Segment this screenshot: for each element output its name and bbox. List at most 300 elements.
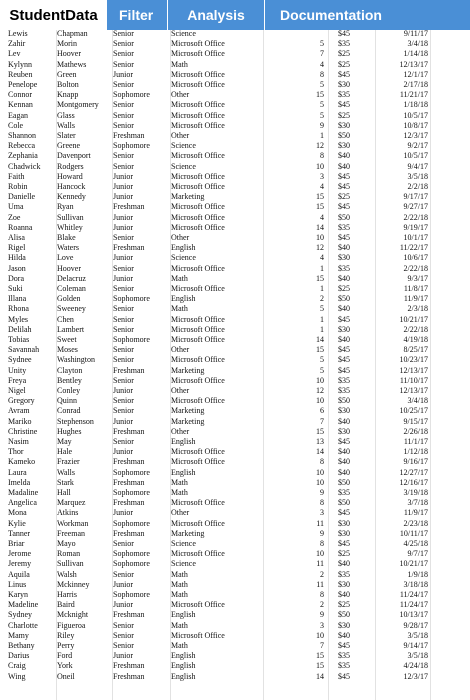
year-cell: Freshman <box>113 365 145 375</box>
date-cell: 8/25/17 <box>403 345 428 355</box>
last-name-cell: Freeman <box>57 528 85 538</box>
table-row[interactable] <box>0 600 470 610</box>
interest-cell: Science <box>171 559 196 569</box>
table-row[interactable] <box>0 661 470 671</box>
year-cell: Senior <box>113 406 134 416</box>
table-row[interactable] <box>0 549 470 559</box>
year-cell: Freshman <box>113 528 145 538</box>
last-name-cell: Quinn <box>57 396 77 406</box>
first-name-cell: Delilah <box>8 324 32 334</box>
hours-cell: 10 <box>316 161 324 171</box>
table-row[interactable] <box>0 376 470 386</box>
hours-cell: 2 <box>320 294 324 304</box>
date-cell: 11/21/17 <box>399 90 428 100</box>
hours-cell: 10 <box>316 549 324 559</box>
table-row[interactable] <box>0 406 470 416</box>
table-row[interactable] <box>0 49 470 59</box>
last-name-cell: Roman <box>57 549 81 559</box>
table-row[interactable] <box>0 559 470 569</box>
year-cell: Junior <box>113 386 133 395</box>
date-cell: 2/22/18 <box>403 324 428 334</box>
year-cell: Senior <box>113 314 134 324</box>
year-cell: Senior <box>113 30 134 38</box>
date-cell: 2/3/18 <box>407 304 428 314</box>
table-row[interactable] <box>0 253 470 263</box>
year-cell: Senior <box>113 59 134 69</box>
table-row[interactable] <box>0 641 470 651</box>
interest-cell: Microsoft Office <box>171 314 225 324</box>
fee-cell: $25 <box>338 549 350 559</box>
fee-cell: $40 <box>338 447 350 457</box>
fee-cell: $45 <box>338 69 350 79</box>
hours-cell: 10 <box>316 477 324 487</box>
hours-cell: 9 <box>320 610 324 620</box>
hours-cell: 9 <box>320 120 324 130</box>
fee-cell: $50 <box>338 131 350 140</box>
interest-cell: English <box>171 467 196 477</box>
table-row[interactable] <box>0 100 470 110</box>
table-row[interactable] <box>0 243 470 253</box>
date-cell: 4/25/18 <box>403 539 428 548</box>
table-row[interactable] <box>0 111 470 121</box>
last-name-cell: Chapman <box>57 30 88 38</box>
fee-cell: $45 <box>338 233 350 242</box>
year-cell: Senior <box>113 161 134 171</box>
hours-cell: 11 <box>316 559 324 569</box>
last-name-cell: Stark <box>57 477 74 487</box>
first-name-cell: Tanner <box>8 528 31 538</box>
interest-cell: Math <box>171 579 188 589</box>
year-cell: Senior <box>113 100 134 110</box>
table-row[interactable] <box>0 610 470 620</box>
date-cell: 12/1/17 <box>403 69 428 79</box>
date-cell: 10/25/17 <box>399 406 428 416</box>
table-row[interactable] <box>0 488 470 498</box>
hours-cell: 10 <box>316 630 324 640</box>
interest-cell: Math <box>171 590 188 599</box>
date-cell: 4/24/18 <box>403 661 428 671</box>
table-row[interactable] <box>0 437 470 447</box>
table-row[interactable] <box>0 539 470 549</box>
interest-cell: Microsoft Office <box>171 324 225 334</box>
hours-cell: 15 <box>316 426 324 436</box>
table-row[interactable] <box>0 233 470 243</box>
top-nav-bar <box>0 0 470 30</box>
table-row[interactable] <box>0 39 470 49</box>
first-name-cell: Zahir <box>8 39 26 49</box>
fee-cell: $40 <box>338 161 350 171</box>
fee-cell: $30 <box>338 426 350 436</box>
table-row[interactable] <box>0 396 470 406</box>
year-cell: Sophomore <box>113 141 150 151</box>
table-row[interactable] <box>0 162 470 172</box>
year-cell: Sophomore <box>113 559 150 569</box>
date-cell: 10/21/17 <box>399 559 428 569</box>
hours-cell: 7 <box>320 416 324 426</box>
year-cell: Sophomore <box>113 590 150 599</box>
date-cell: 11/10/17 <box>399 375 428 385</box>
interest-cell: Science <box>171 30 196 38</box>
hours-cell: 2 <box>320 569 324 579</box>
date-cell: 9/2/17 <box>407 141 428 151</box>
last-name-cell: Frazier <box>57 457 80 467</box>
first-name-cell: Christine <box>8 426 38 436</box>
last-name-cell: Greene <box>57 141 81 151</box>
hours-cell: 10 <box>316 233 324 242</box>
interest-cell: English <box>171 671 196 681</box>
first-name-cell: Wing <box>8 671 26 681</box>
interest-cell: Marketing <box>171 365 205 375</box>
tab-analysis[interactable]: Analysis <box>187 7 245 23</box>
first-name-cell: Darius <box>8 651 30 661</box>
interest-cell: Microsoft Office <box>171 498 225 508</box>
year-cell: Senior <box>113 151 134 161</box>
fee-cell: $30 <box>338 324 350 334</box>
table-row[interactable] <box>0 30 470 39</box>
hours-cell: 5 <box>320 355 324 365</box>
fee-cell: $45 <box>338 30 350 38</box>
last-name-cell: Hoover <box>57 263 81 273</box>
table-row[interactable] <box>0 355 470 365</box>
last-name-cell: Davenport <box>57 151 91 161</box>
table-row[interactable] <box>0 590 470 600</box>
first-name-cell: Connor <box>8 90 32 100</box>
date-cell: 9/16/17 <box>403 457 428 467</box>
last-name-cell: Ford <box>57 651 73 661</box>
interest-cell: Microsoft Office <box>171 457 225 467</box>
interest-cell: Math <box>171 59 188 69</box>
first-name-cell: Chadwick <box>8 161 41 171</box>
fee-cell: $45 <box>338 437 350 446</box>
first-name-cell: Angelica <box>8 498 37 508</box>
fee-cell: $35 <box>338 263 350 273</box>
table-row[interactable] <box>0 335 470 345</box>
table-row[interactable] <box>0 672 470 682</box>
hours-cell: 7 <box>320 641 324 650</box>
fee-cell: $40 <box>338 304 350 314</box>
last-name-cell: Sweeney <box>57 304 86 314</box>
date-cell: 9/15/17 <box>403 416 428 426</box>
hours-cell: 8 <box>320 590 324 599</box>
interest-cell: Marketing <box>171 528 205 538</box>
year-cell: Junior <box>113 579 133 589</box>
last-name-cell: Ryan <box>57 202 74 212</box>
interest-cell: Other <box>171 508 190 518</box>
interest-cell: Science <box>171 539 196 548</box>
last-name-cell: Waters <box>57 243 80 253</box>
table-row[interactable] <box>0 580 470 590</box>
tab-filter[interactable]: Filter <box>119 7 154 23</box>
date-cell: 2/26/18 <box>403 426 428 436</box>
last-name-cell: Love <box>57 253 74 263</box>
fee-cell: $35 <box>338 661 350 671</box>
hours-cell: 5 <box>320 100 324 110</box>
table-row[interactable] <box>0 498 470 508</box>
first-name-cell: Robin <box>8 182 28 191</box>
table-row[interactable] <box>0 417 470 427</box>
last-name-cell: Riley <box>57 630 75 640</box>
last-name-cell: Chen <box>57 314 74 324</box>
table-row[interactable] <box>0 631 470 641</box>
table-row[interactable] <box>0 213 470 223</box>
date-cell: 12/13/17 <box>399 386 428 395</box>
year-cell: Junior <box>113 508 133 518</box>
year-cell: Junior <box>113 182 133 191</box>
year-cell: Senior <box>113 110 134 120</box>
year-cell: Junior <box>113 416 133 426</box>
date-cell: 9/7/17 <box>407 549 428 559</box>
fee-cell: $45 <box>338 641 350 650</box>
date-cell: 11/9/17 <box>403 508 428 518</box>
table-row[interactable] <box>0 621 470 631</box>
year-cell: Senior <box>113 284 134 293</box>
table-row[interactable] <box>0 80 470 90</box>
last-name-cell: Delacruz <box>57 273 86 283</box>
last-name-cell: Atkins <box>57 508 79 518</box>
fee-cell: $50 <box>338 610 350 620</box>
last-name-cell: Clayton <box>57 365 83 375</box>
interest-cell: Microsoft Office <box>171 212 225 222</box>
date-cell: 10/21/17 <box>399 314 428 324</box>
interest-cell: Other <box>171 90 190 100</box>
first-name-cell: Jeremy <box>8 559 32 569</box>
tab-documentation[interactable]: Documentation <box>280 7 382 23</box>
year-cell: Freshman <box>113 661 145 671</box>
table-row[interactable] <box>0 304 470 314</box>
last-name-cell: Oneil <box>57 671 75 681</box>
table-row[interactable] <box>0 447 470 457</box>
year-cell: Sophomore <box>113 488 150 497</box>
interest-cell: Other <box>171 131 190 140</box>
fee-cell: $30 <box>338 253 350 263</box>
date-cell: 10/11/17 <box>399 528 428 538</box>
date-cell: 3/18/18 <box>403 579 428 589</box>
year-cell: Freshman <box>113 131 145 140</box>
table-row[interactable] <box>0 529 470 539</box>
table-row[interactable] <box>0 264 470 274</box>
first-name-cell: Imelda <box>8 477 31 487</box>
table-row[interactable] <box>0 519 470 529</box>
interest-cell: Microsoft Office <box>171 335 225 344</box>
fee-cell: $35 <box>338 651 350 661</box>
year-cell: Freshman <box>113 477 145 487</box>
table-row[interactable] <box>0 478 470 488</box>
year-cell: Senior <box>113 355 134 365</box>
fee-cell: $50 <box>338 498 350 508</box>
last-name-cell: Mcknight <box>57 610 89 620</box>
last-name-cell: Walsh <box>57 569 77 579</box>
year-cell: Sophomore <box>113 335 150 344</box>
interest-cell: Math <box>171 273 188 283</box>
table-row[interactable] <box>0 294 470 304</box>
table-row[interactable] <box>0 151 470 161</box>
hours-cell: 1 <box>320 284 324 293</box>
hours-cell: 10 <box>316 467 324 477</box>
table-row[interactable] <box>0 651 470 661</box>
interest-cell: Other <box>171 386 190 395</box>
last-name-cell: Hall <box>57 488 71 497</box>
first-name-cell: Faith <box>8 171 25 181</box>
table-row[interactable] <box>0 121 470 131</box>
year-cell: Junior <box>113 192 133 202</box>
date-cell: 9/27/17 <box>403 202 428 212</box>
date-cell: 2/22/18 <box>403 263 428 273</box>
table-row[interactable] <box>0 141 470 151</box>
date-cell: 10/23/17 <box>399 355 428 365</box>
table-row[interactable] <box>0 172 470 182</box>
fee-cell: $40 <box>338 457 350 467</box>
first-name-cell: Sydnee <box>8 355 32 365</box>
table-row[interactable] <box>0 457 470 467</box>
date-cell: 12/13/17 <box>399 59 428 69</box>
date-cell: 11/8/17 <box>403 284 428 293</box>
interest-cell: Other <box>171 426 190 436</box>
date-cell: 12/3/17 <box>403 671 428 681</box>
first-name-cell: Rigel <box>8 243 26 253</box>
hours-cell: 15 <box>316 202 324 212</box>
table-row[interactable] <box>0 223 470 233</box>
hours-cell: 4 <box>320 59 324 69</box>
table-row[interactable] <box>0 315 470 325</box>
interest-cell: Microsoft Office <box>171 69 225 79</box>
interest-cell: Microsoft Office <box>171 375 225 385</box>
hours-cell: 2 <box>320 600 324 610</box>
hours-cell: 9 <box>320 528 324 538</box>
hours-cell: 5 <box>320 80 324 89</box>
first-name-cell: Kylynn <box>8 59 32 69</box>
year-cell: Senior <box>113 641 134 650</box>
first-name-cell: Kameko <box>8 457 36 467</box>
fee-cell: $50 <box>338 212 350 222</box>
table-row[interactable] <box>0 274 470 284</box>
last-name-cell: Howard <box>57 171 83 181</box>
fee-cell: $35 <box>338 222 350 232</box>
date-cell: 1/9/18 <box>407 569 428 579</box>
date-cell: 9/19/17 <box>403 222 428 232</box>
table-row[interactable] <box>0 70 470 80</box>
fee-cell: $45 <box>338 365 350 375</box>
first-name-cell: Madaline <box>8 488 39 497</box>
year-cell: Senior <box>113 539 134 548</box>
fee-cell: $35 <box>338 569 350 579</box>
first-name-cell: Briar <box>8 539 25 548</box>
table-row[interactable] <box>0 570 470 580</box>
interest-cell: Microsoft Office <box>171 447 225 457</box>
table-row[interactable] <box>0 202 470 212</box>
first-name-cell: Craig <box>8 661 26 671</box>
fee-cell: $45 <box>338 508 350 518</box>
last-name-cell: Workman <box>57 518 89 528</box>
year-cell: Junior <box>113 651 133 661</box>
interest-cell: Math <box>171 569 188 579</box>
last-name-cell: Marquez <box>57 498 86 508</box>
first-name-cell: Tobias <box>8 335 30 344</box>
interest-cell: Microsoft Office <box>171 630 225 640</box>
table-row[interactable] <box>0 90 470 100</box>
interest-cell: Microsoft Office <box>171 171 225 181</box>
last-name-cell: May <box>57 437 72 446</box>
table-row[interactable] <box>0 468 470 478</box>
last-name-cell: Green <box>57 69 77 79</box>
interest-cell: Other <box>171 233 190 242</box>
last-name-cell: Conrad <box>57 406 81 416</box>
last-name-cell: Hoover <box>57 49 81 59</box>
first-name-cell: Rebecca <box>8 141 36 151</box>
first-name-cell: Alisa <box>8 233 25 242</box>
hours-cell: 11 <box>316 518 324 528</box>
last-name-cell: Hale <box>57 447 73 457</box>
table-row[interactable] <box>0 366 470 376</box>
table-row[interactable] <box>0 386 470 396</box>
table-row[interactable] <box>0 508 470 518</box>
date-cell: 9/4/17 <box>407 161 428 171</box>
last-name-cell: Montgomery <box>57 100 99 110</box>
table-row[interactable] <box>0 284 470 294</box>
interest-cell: Microsoft Office <box>171 518 225 528</box>
first-name-cell: Reuben <box>8 69 33 79</box>
hours-cell: 5 <box>320 39 324 49</box>
last-name-cell: Hancock <box>57 182 86 191</box>
first-name-cell: Dora <box>8 273 24 283</box>
year-cell: Freshman <box>113 202 145 212</box>
first-name-cell: Roanna <box>8 222 33 232</box>
last-name-cell: Conley <box>57 386 81 395</box>
first-name-cell: Madeline <box>8 600 39 610</box>
hours-cell: 4 <box>320 253 324 263</box>
hours-cell: 10 <box>316 396 324 406</box>
hours-cell: 8 <box>320 457 324 467</box>
table-row[interactable] <box>0 192 470 202</box>
last-name-cell: Mayo <box>57 539 76 548</box>
interest-cell: Microsoft Office <box>171 549 225 559</box>
last-name-cell: Bolton <box>57 80 79 89</box>
table-row[interactable] <box>0 325 470 335</box>
table-row[interactable] <box>0 427 470 437</box>
last-name-cell: Walls <box>57 467 76 477</box>
year-cell: Freshman <box>113 243 145 253</box>
last-name-cell: Stephenson <box>57 416 94 426</box>
first-name-cell: Kennan <box>8 100 33 110</box>
date-cell: 3/4/18 <box>407 39 428 49</box>
first-name-cell: Unity <box>8 365 27 375</box>
last-name-cell: Kennedy <box>57 192 86 202</box>
fee-cell: $45 <box>338 539 350 548</box>
hours-cell: 5 <box>320 110 324 120</box>
interest-cell: Microsoft Office <box>171 202 225 212</box>
date-cell: 9/14/17 <box>403 641 428 650</box>
table-row[interactable] <box>0 60 470 70</box>
fee-cell: $40 <box>338 335 350 344</box>
last-name-cell: Perry <box>57 641 75 650</box>
fee-cell: $40 <box>338 467 350 477</box>
fee-cell: $30 <box>338 406 350 416</box>
first-name-cell: Hilda <box>8 253 26 263</box>
year-cell: Sophomore <box>113 518 150 528</box>
year-cell: Freshman <box>113 610 145 620</box>
fee-cell: $45 <box>338 182 350 191</box>
interest-cell: Other <box>171 345 190 355</box>
year-cell: Junior <box>113 600 133 610</box>
year-cell: Senior <box>113 304 134 314</box>
hours-cell: 14 <box>316 671 324 681</box>
table-row[interactable] <box>0 182 470 192</box>
year-cell: Senior <box>113 80 134 89</box>
app-title: StudentData <box>0 0 107 30</box>
year-cell: Sophomore <box>113 90 150 100</box>
table-row[interactable] <box>0 345 470 355</box>
table-row[interactable] <box>0 131 470 141</box>
year-cell: Junior <box>113 447 133 457</box>
